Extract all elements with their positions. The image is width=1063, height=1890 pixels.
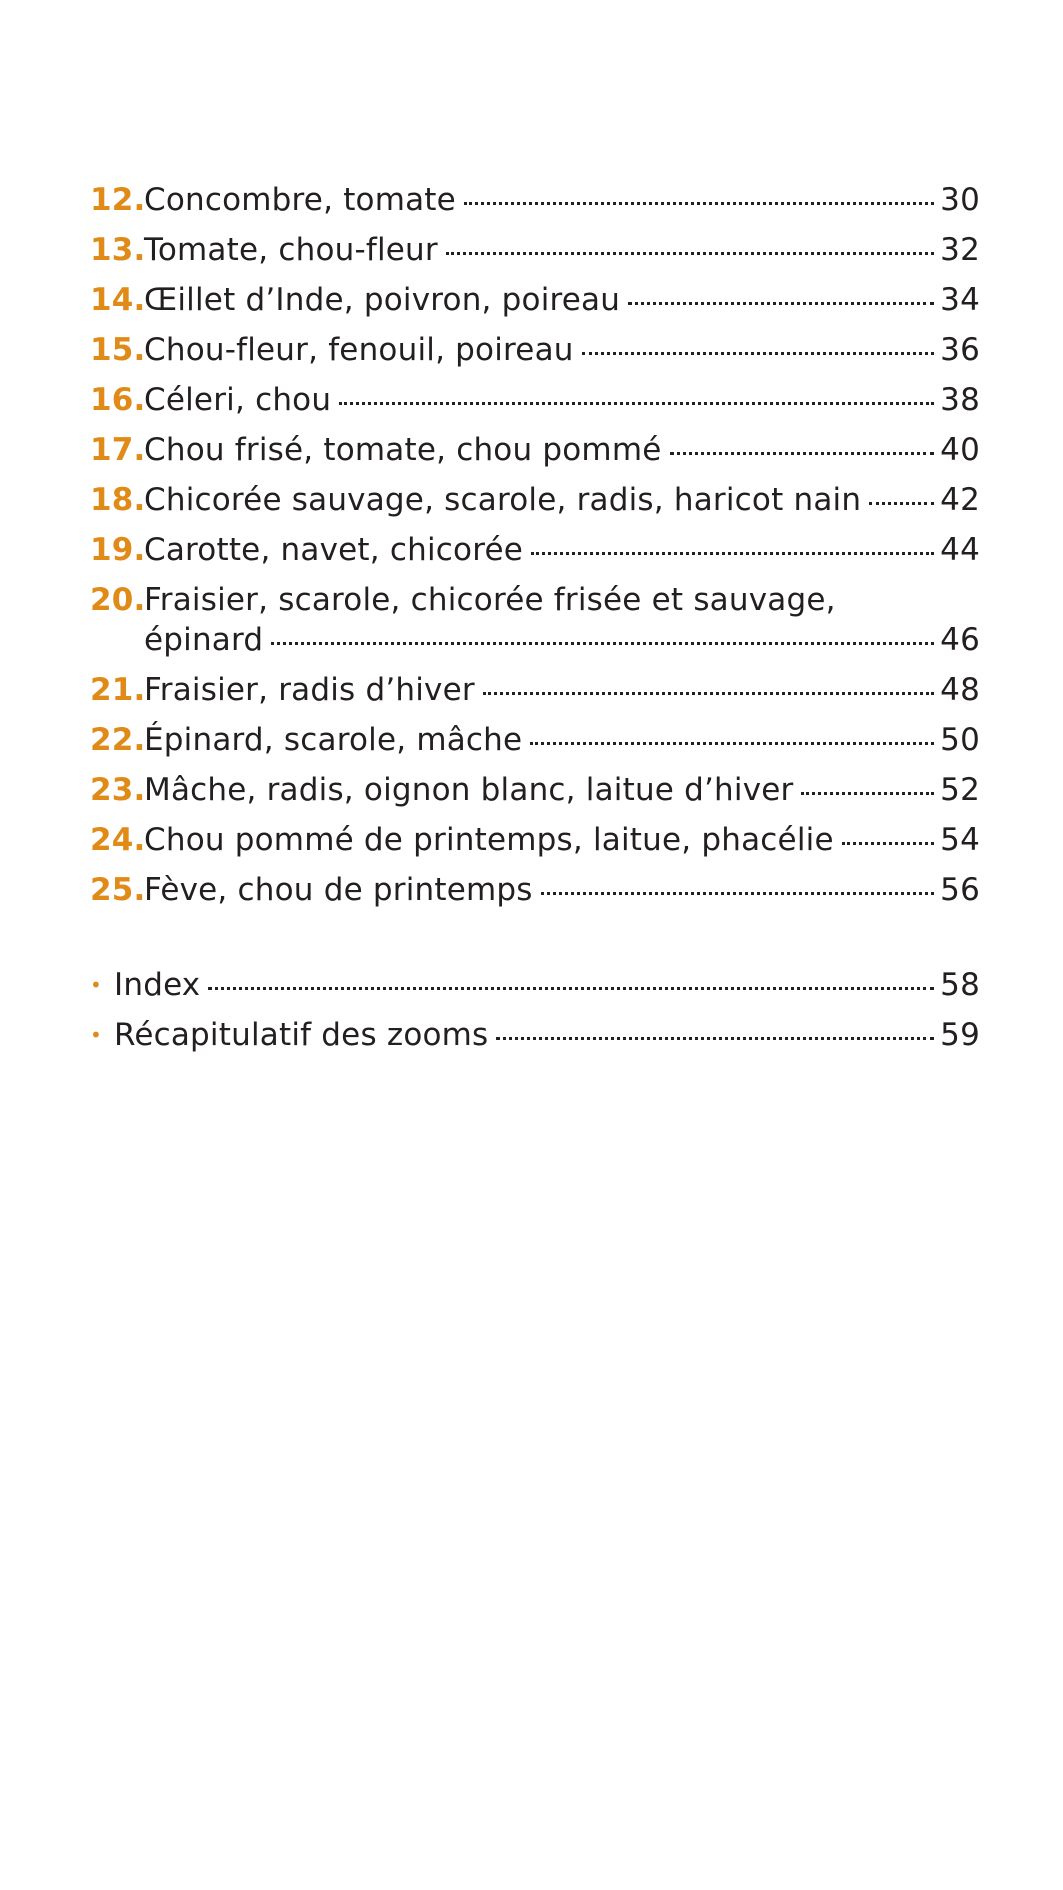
entry-number: 15. [90,332,146,368]
dot-leader [483,692,934,695]
entry-title: Chicorée sauvage, scarole, radis, haricot nain [144,482,862,518]
entry-page-number: 58 [940,967,980,1003]
entry-title: Index [114,967,201,1003]
dot-leader [496,1037,934,1040]
toc-entry[interactable] [90,430,980,470]
entry-title: Fraisier, radis d’hiver [144,672,475,708]
entry-number: 21. [90,672,146,708]
entry-number: 17. [90,432,146,468]
entry-title: Tomate, chou-fleur [144,232,438,268]
entry-page-number: 44 [940,532,980,568]
entry-title: Concombre, tomate [144,182,456,218]
entry-title: Chou-fleur, fenouil, poireau [144,332,574,368]
entry-title: Chou pommé de printemps, laitue, phacélie [144,822,834,858]
toc-entry[interactable] [90,580,980,660]
toc-entry[interactable] [90,380,980,420]
dot-leader [530,742,934,745]
dot-leader [446,252,934,255]
entry-number: 25. [90,872,146,908]
entry-page-number: 52 [940,772,980,808]
entry-page-number: 30 [940,182,980,218]
dot-leader [582,352,935,355]
toc-entry[interactable] [90,280,980,320]
dot-leader [531,552,934,555]
entry-page-number: 54 [940,822,980,858]
entry-page-number: 48 [940,672,980,708]
table-of-contents [90,180,980,920]
toc-entry[interactable] [90,820,980,860]
toc-entry[interactable] [90,230,980,270]
entry-number: 18. [90,482,146,518]
toc-entry[interactable] [90,720,980,760]
entry-number: 14. [90,282,146,318]
entry-title: Mâche, radis, oignon blanc, laitue d’hiver [144,772,794,808]
entry-number: 23. [90,772,146,808]
entry-title-line-1: Fraisier, scarole, chicorée frisée et sauvage, [144,582,836,618]
entry-number: 16. [90,382,146,418]
entry-number: 20. [90,582,146,618]
entry-page-number: 38 [940,382,980,418]
entry-title: Épinard, scarole, mâche [144,722,523,758]
toc-entry[interactable] [90,770,980,810]
entry-title: Carotte, navet, chicorée [144,532,524,568]
dot-leader [801,792,934,795]
dot-leader [628,302,934,305]
toc-extras [90,965,980,1065]
entry-title: Céleri, chou [144,382,332,418]
entry-page-number: 50 [940,722,980,758]
entry-title-line-2: épinard [144,622,264,658]
entry-title: Œillet d’Inde, poivron, poireau [144,282,621,318]
toc-extra-entry[interactable] [90,965,980,1005]
entry-title: Récapitulatif des zooms [114,1017,489,1053]
entry-number: 13. [90,232,146,268]
entry-number: 22. [90,722,146,758]
toc-entry[interactable] [90,480,980,520]
entry-title: Chou frisé, tomate, chou pommé [144,432,662,468]
dot-leader [208,987,934,990]
bullet-icon: • [90,1023,102,1047]
dot-leader [541,892,935,895]
entry-page-number: 42 [940,482,980,518]
toc-entry[interactable] [90,180,980,220]
entry-page-number: 59 [940,1017,980,1053]
entry-page-number: 46 [940,622,980,658]
entry-page-number: 40 [940,432,980,468]
toc-entry[interactable] [90,330,980,370]
bullet-icon: • [90,973,102,997]
toc-entry[interactable] [90,670,980,710]
dot-leader [339,402,934,405]
dot-leader [464,202,934,205]
dot-leader [842,842,934,845]
dot-leader [271,642,934,645]
entry-page-number: 36 [940,332,980,368]
entry-title: Fève, chou de printemps [144,872,533,908]
entry-number: 24. [90,822,146,858]
toc-entry[interactable] [90,870,980,910]
entry-number: 12. [90,182,146,218]
toc-extra-entry[interactable] [90,1015,980,1055]
entry-page-number: 32 [940,232,980,268]
dot-leader [670,452,935,455]
dot-leader [869,502,934,505]
toc-entry[interactable] [90,530,980,570]
entry-page-number: 34 [940,282,980,318]
entry-page-number: 56 [940,872,980,908]
entry-number: 19. [90,532,146,568]
